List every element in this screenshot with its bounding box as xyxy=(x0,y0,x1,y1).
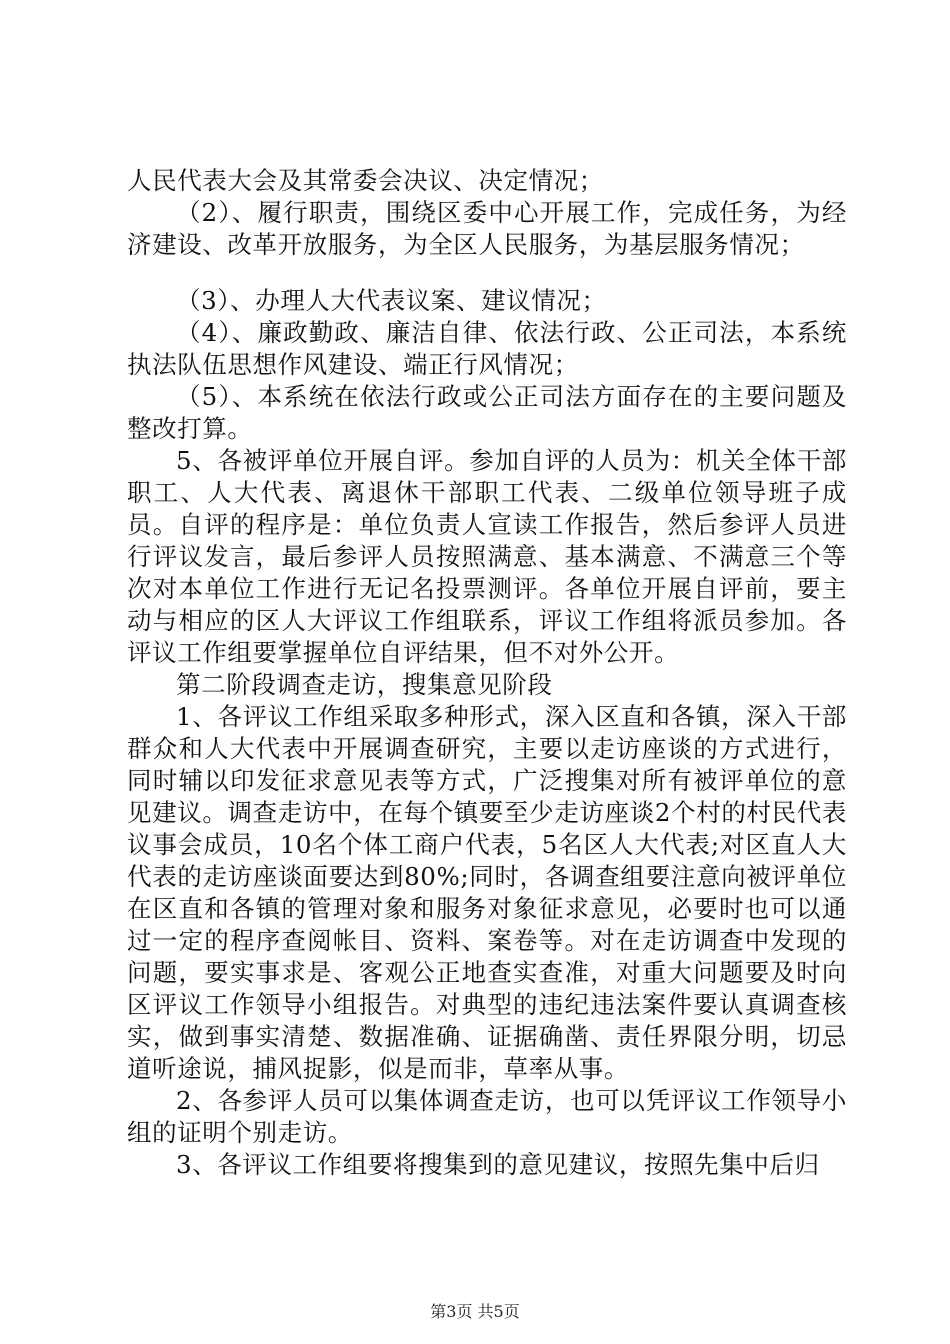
page-number-footer: 第3页 共5页 xyxy=(430,1302,520,1321)
paragraph-stage-two-point-2: 2、各参评人员可以集体调查走访，也可以凭评议工作领导小组的证明个别走访。 xyxy=(127,1086,847,1147)
paragraph-item-4: （4）、廉政勤政、廉洁自律、依法行政、公正司法，本系统执法队伍思想作风建设、端正行风情况； xyxy=(127,318,847,379)
paragraph-stage-two-point-3: 3、各评议工作组要将搜集到的意见建议，按照先集中后归 xyxy=(176,1150,820,1179)
section-heading-stage-two: 第二阶段调查走访，搜集意见阶段 xyxy=(176,670,553,699)
paragraph-stage-two-point-1: 1、各评议工作组采取多种形式，深入区直和各镇，深入干部群众和人大代表中开展调查研究，主要以走访座谈的方式进行，同时辅以印发征求意见表等方式，广泛搜集对所有被评单位的意见建议。调查走访中，在每个镇要至少走访座谈2个村的村民代表议事会成员，10名个体工商户代表，5名区人大代表;对区直人大代表的走访座谈面要达到80%;同时，各调查组要注意向被评单位在区直和各镇的管理对象和服务对象征求意见，必要时也可以通过一定的程序查阅帐目、资料、案卷等。对在走访调查中发现的问题，要实事求是、客观公正地查实查准，对重大问题要及时向区评议工作领导小组报告。对典型的违纪违法案件要认真调查核实，做到事实清楚、数据准确、证据确凿、责任界限分明，切忌道听途说，捕风捉影，似是而非，草率从事。 xyxy=(127,702,847,1083)
paragraph-self-evaluation: 5、各被评单位开展自评。参加自评的人员为：机关全体干部职工、人大代表、离退休干部职工代表、二级单位领导班子成员。自评的程序是：单位负责人宣读工作报告，然后参评人员进行评议发言，最后参评人员按照满意、基本满意、不满意三个等次对本单位工作进行无记名投票测评。各单位开展自评前，要主动与相应的区人大评议工作组联系，评议工作组将派员参加。各评议工作组要掌握单位自评结果，但不对外公开。 xyxy=(127,446,847,667)
paragraph-item-2: （2）、履行职责，围绕区委中心开展工作，完成任务，为经济建设、改革开放服务，为全区人民服务，为基层服务情况； xyxy=(127,198,847,259)
paragraph-continuation: 人民代表大会及其常委会决议、决定情况； xyxy=(127,166,604,195)
paragraph-item-3: （3）、办理人大代表议案、建议情况； xyxy=(176,286,607,315)
document-body xyxy=(127,165,847,1181)
paragraph-item-5: （5）、本系统在依法行政或公正司法方面存在的主要问题及整改打算。 xyxy=(127,382,847,443)
